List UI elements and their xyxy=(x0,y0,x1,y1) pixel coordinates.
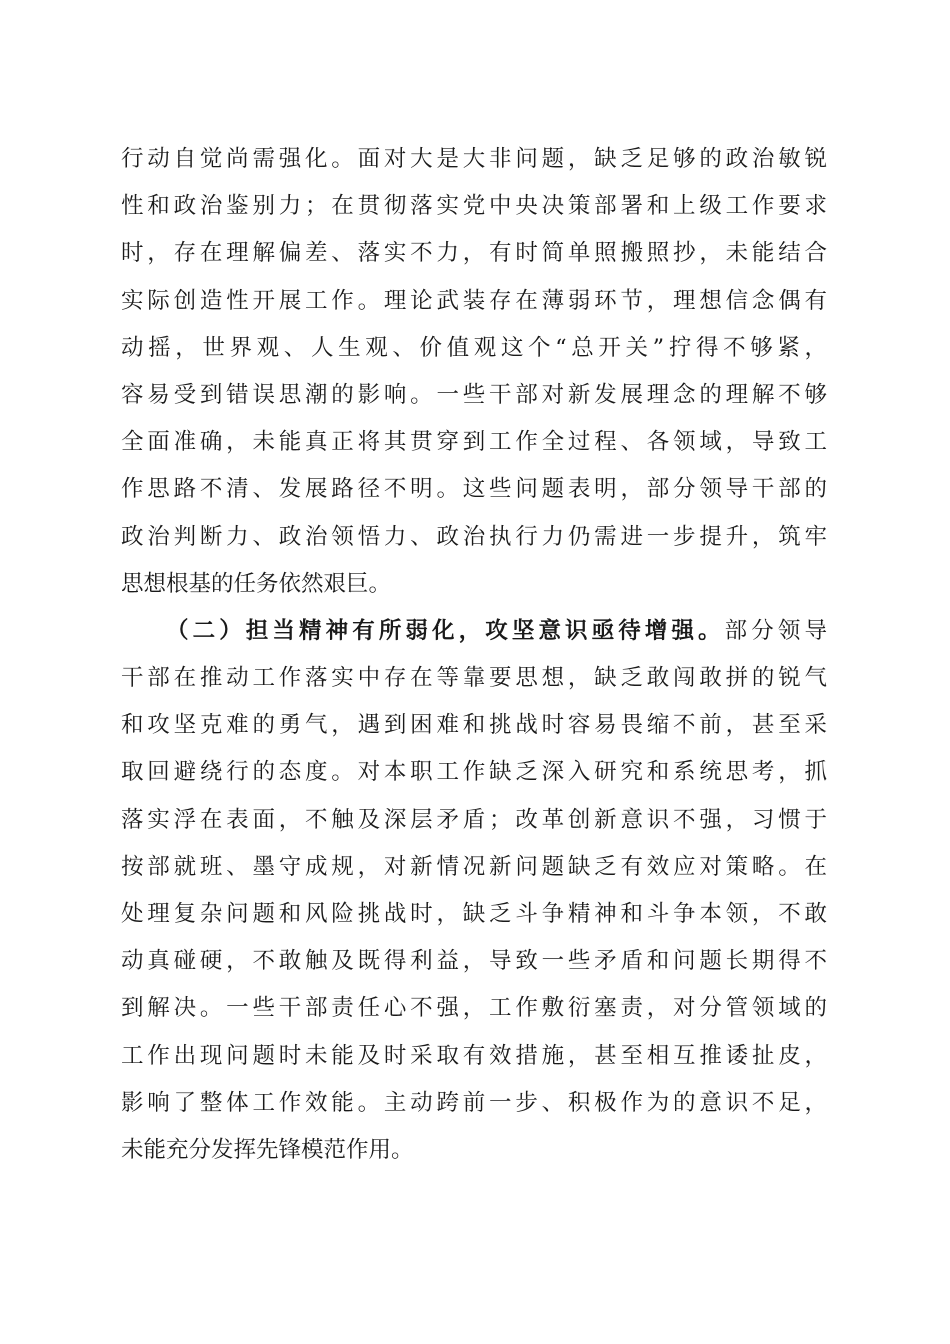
text-line: 作思路不清、发展路径不明。这些问题表明，部分领导干部的 xyxy=(121,476,827,503)
text-line: 到解决。一些干部责任心不强，工作敷衍塞责，对分管领域的 xyxy=(121,995,827,1022)
text-line: 时，存在理解偏差、落实不力，有时简单照搬照抄，未能结合 xyxy=(121,240,827,267)
text-line: 工作出现问题时未能及时采取有效措施，甚至相互推诿扯皮， xyxy=(121,1042,827,1069)
text-line: 处理复杂问题和风险挑战时，缺乏斗争精神和斗争本领，不敢 xyxy=(121,901,827,927)
text-line: 按部就班、墨守成规，对新情况新问题缺乏有效应对策略。在 xyxy=(121,853,827,880)
text-line: 实际创造性开展工作。理论武装存在薄弱环节，理想信念偶有 xyxy=(121,287,827,314)
section-heading: （二）担当精神有所弱化，攻坚意识亟待增强。 xyxy=(166,617,725,644)
text-line: 行动自觉尚需强化。面对大是大非问题，缺乏足够的政治敏锐 xyxy=(121,146,827,172)
text-line: 全面准确，未能真正将其贯穿到工作全过程、各领域，导致工 xyxy=(121,429,827,456)
text-line: 未能充分发挥先锋模范作用。 xyxy=(121,1136,414,1163)
text-line xyxy=(121,608,827,655)
text-line: 落实浮在表面，不触及深层矛盾；改革创新意识不强，习惯于 xyxy=(121,806,827,833)
text-line: 影响了整体工作效能。主动跨前一步、积极作为的意识不足， xyxy=(121,1089,827,1116)
document-body xyxy=(121,136,827,1174)
text-line: 政治判断力、政治领悟力、政治执行力仍需进一步提升，筑牢 xyxy=(121,523,827,550)
text-line: 和攻坚克难的勇气，遇到困难和挑战时容易畏缩不前，甚至采 xyxy=(121,712,827,739)
text-line: 动真碰硬，不敢触及既得利益，导致一些矛盾和问题长期得不 xyxy=(121,948,827,975)
text-line: 取回避绕行的态度。对本职工作缺乏深入研究和系统思考，抓 xyxy=(121,759,827,786)
text-line: 干部在推动工作落实中存在等靠要思想，缺乏敢闯敢拼的锐气 xyxy=(121,665,827,692)
paragraph-2 xyxy=(121,608,827,1174)
text-run: 部分领导 xyxy=(724,617,827,644)
text-line: 性和政治鉴别力；在贯彻落实党中央决策部署和上级工作要求 xyxy=(121,193,827,220)
paragraph-1 xyxy=(121,136,827,608)
text-line: 容易受到错误思潮的影响。一些干部对新发展理念的理解不够 xyxy=(121,381,827,408)
text-line: 动摇，世界观、人生观、价值观这个“总开关”拧得不够紧， xyxy=(121,334,827,361)
text-line: 思想根基的任务依然艰巨。 xyxy=(121,570,392,597)
